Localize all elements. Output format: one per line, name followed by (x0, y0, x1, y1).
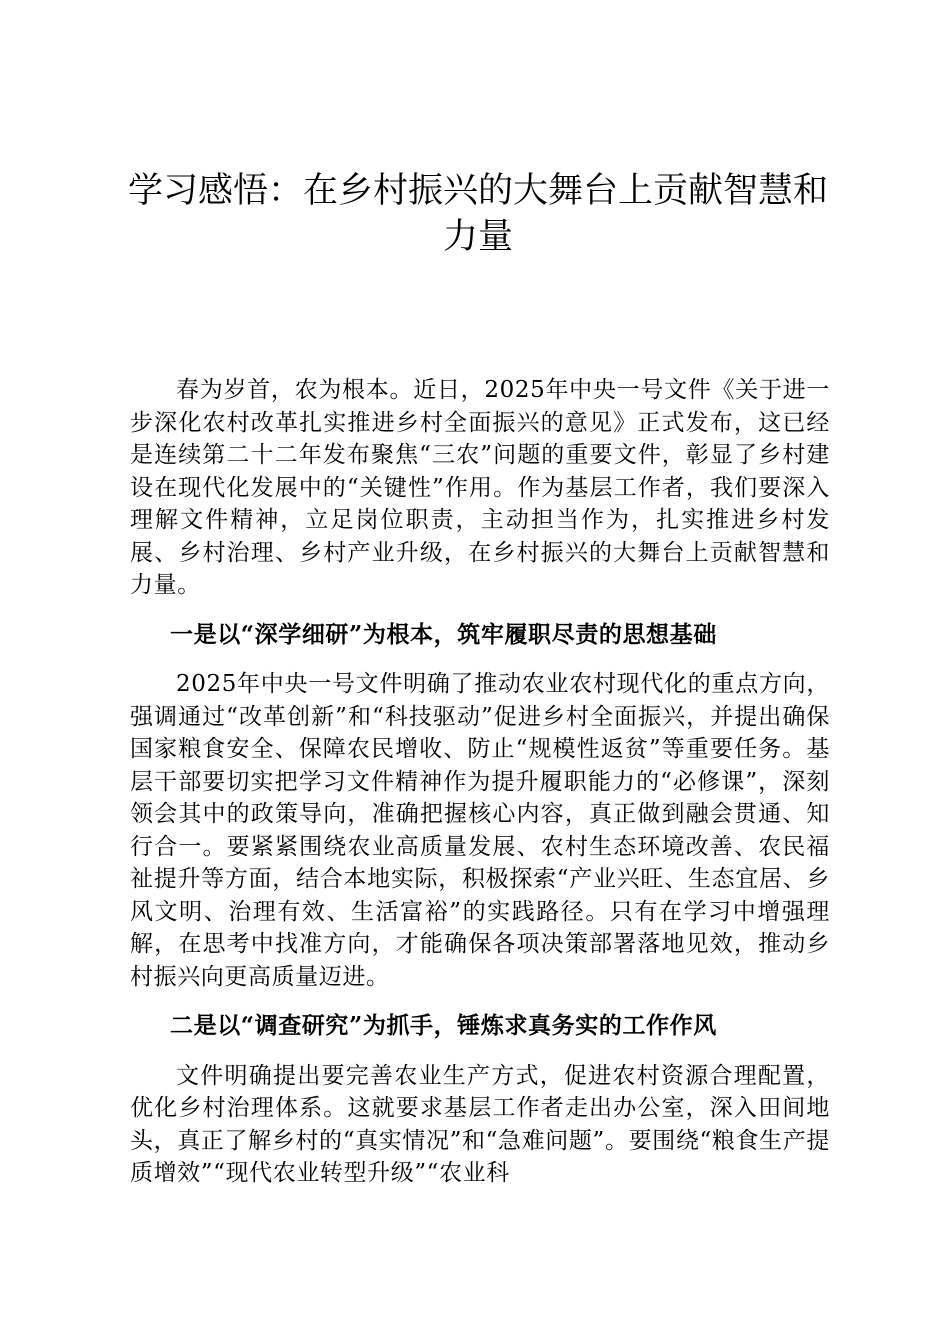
document-title: 学习感悟：在乡村振兴的大舞台上贡献智慧和力量 (127, 171, 828, 257)
paragraph-intro: 春为岁首，农为根本。近日，2025年中央一号文件《关于进一步深化农村改革扎实推进乡村全面振兴的意见》正式发布，这已经是连续第二十二年发布聚焦“三农”问题的重要文件，彰显了乡村建设在现代化发展中的“关键性”作用。作为基层工作者，我们要深入理解文件精神，立足岗位职责，主动担当作为，扎实推进乡村发展、乡村治理、乡村产业升级，在乡村振兴的大舞台上贡献智慧和力量。 (130, 377, 830, 598)
paragraph-section-1: 2025年中央一号文件明确了推动农业农村现代化的重点方向，强调通过“改革创新”和“科技驱动”促进乡村全面振兴，并提出确保国家粮食安全、保障农民增收、防止“规模性返贫”等重要任务。基层干部要切实把学习文件精神作为提升履职能力的“必修课”，深刻领会其中的政策导向，准确把握核心内容，真正做到融会贯通、知行合一。要紧紧围绕农业高质量发展、农村生态环境改善、农民福祉提升等方面，结合本地实际，积极探索“产业兴旺、生态宜居、乡风文明、治理有效、生活富裕”的实践路径。只有在学习中增强理解，在思考中找准方向，才能确保各项决策部署落地见效，推动乡村振兴向更高质量迈进。 (130, 671, 830, 990)
section-heading-2: 二是以“调查研究”为抓手，锤炼求真务实的工作作风 (170, 1012, 717, 1039)
document-body (130, 374, 830, 1190)
section-heading-1: 一是以“深学细研”为根本，筑牢履职尽责的思想基础 (170, 620, 717, 648)
paragraph-section-2: 文件明确提出要完善农业生产方式，促进农村资源合理配置，优化乡村治理体系。这就要求基层工作者走出办公室，深入田间地头，真正了解乡村的“真实情况”和“急难问题”。要围绕“粮食生产提质增效”“现代农业转型升级”“农业科 (130, 1062, 830, 1186)
